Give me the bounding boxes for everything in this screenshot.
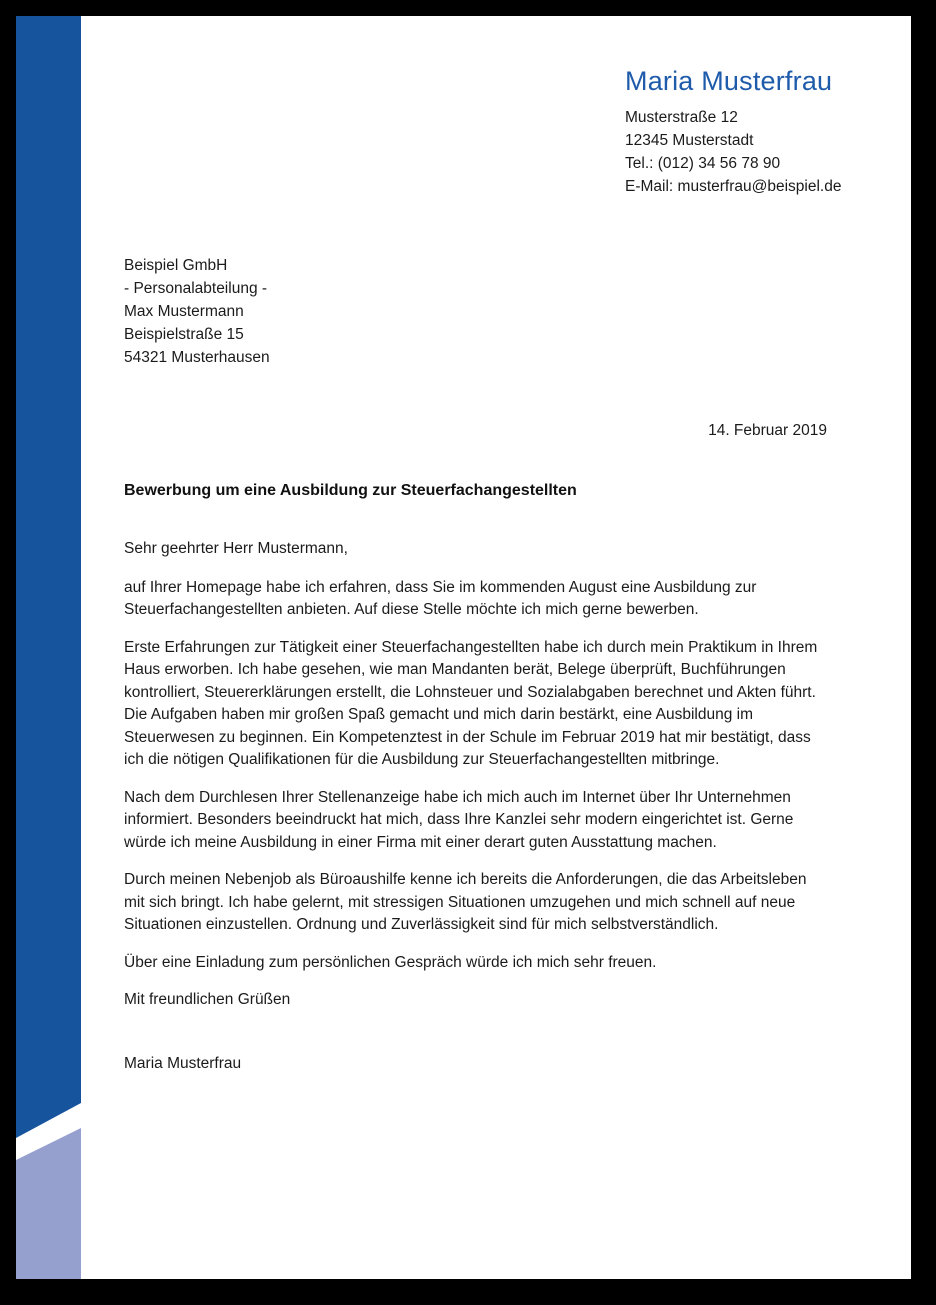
body-paragraph: Über eine Einladung zum persönlichen Gespräch würde ich mich sehr freuen. [124, 953, 657, 971]
sender-street: Musterstraße 12 [625, 109, 738, 126]
sender-city: 12345 Musterstadt [625, 132, 754, 149]
recipient-street: Beispielstraße 15 [124, 326, 244, 343]
sender-name: Maria Musterfrau [625, 66, 833, 96]
body-paragraph: auf Ihrer Homepage habe ich erfahren, dass Sie im kommenden August eine Ausbildung zur Steuerfachangestellten anbieten. Auf diese Stelle möchte ich mich gerne bewerben. [124, 578, 757, 618]
sender-block [625, 66, 895, 198]
body-paragraph: Nach dem Durchlesen Ihrer Stellenanzeige habe ich mich auch im Internet über Ihr Unternehmen informiert. Besonders beeindruckt hat mich, dass Ihre Kanzlei sehr modern eingerichtet ist. Gerne würde ich meine Ausbildung in einer Firma mit einer derart guten Ausstattung machen. [124, 788, 794, 851]
sidebar-stripe-dark [16, 16, 81, 1138]
recipient-company: Beispiel GmbH [124, 257, 228, 274]
letter-date: 14. Februar 2019 [708, 422, 827, 439]
salutation: Sehr geehrter Herr Mustermann, [124, 540, 348, 557]
letter-page [16, 16, 911, 1279]
sidebar-stripe-light [16, 1128, 81, 1279]
recipient-city: 54321 Musterhausen [124, 349, 270, 366]
recipient-contact: Max Mustermann [124, 303, 244, 320]
sender-email: E-Mail: musterfrau@beispiel.de [625, 178, 842, 195]
closing: Mit freundlichen Grüßen [124, 991, 291, 1008]
recipient-block [124, 254, 270, 369]
sender-phone: Tel.: (012) 34 56 78 90 [625, 155, 781, 172]
signature: Maria Musterfrau [124, 1054, 242, 1072]
letter-body [124, 538, 827, 1075]
body-paragraph: Durch meinen Nebenjob als Büroaushilfe kenne ich bereits die Anforderungen, die das Arbeitsleben mit sich bringt. Ich habe gelernt, mit stressigen Situationen umzugehen und mich schnell auf neue Situationen einzustellen. Ordnung und Zuverlässigkeit sind für mich selbstverständlich. [124, 871, 807, 933]
recipient-department: - Personalabteilung - [124, 280, 268, 297]
body-paragraph: Erste Erfahrungen zur Tätigkeit einer Steuerfachangestellten habe ich durch mein Praktikum in Ihrem Haus erworben. Ich habe gesehen, wie man Mandanten berät, Belege überprüft, Buchführungen kontrolliert, Steuererklärungen erstellt, die Lohnsteuer und Sozialabgaben berechnet und Akten führt. Die Aufgaben haben mir großen Spaß gemacht und mich darin bestärkt, eine Ausbildung im Steuerwesen zu beginnen. Ein Kompetenztest in der Schule im Februar 2019 hat mir bestätigt, dass ich die nötigen Qualifikationen für die Ausbildung zur Steuerfachangestellten mitbringe. [124, 638, 818, 768]
subject-line: Bewerbung um eine Ausbildung zur Steuerfachangestellten [124, 482, 577, 499]
